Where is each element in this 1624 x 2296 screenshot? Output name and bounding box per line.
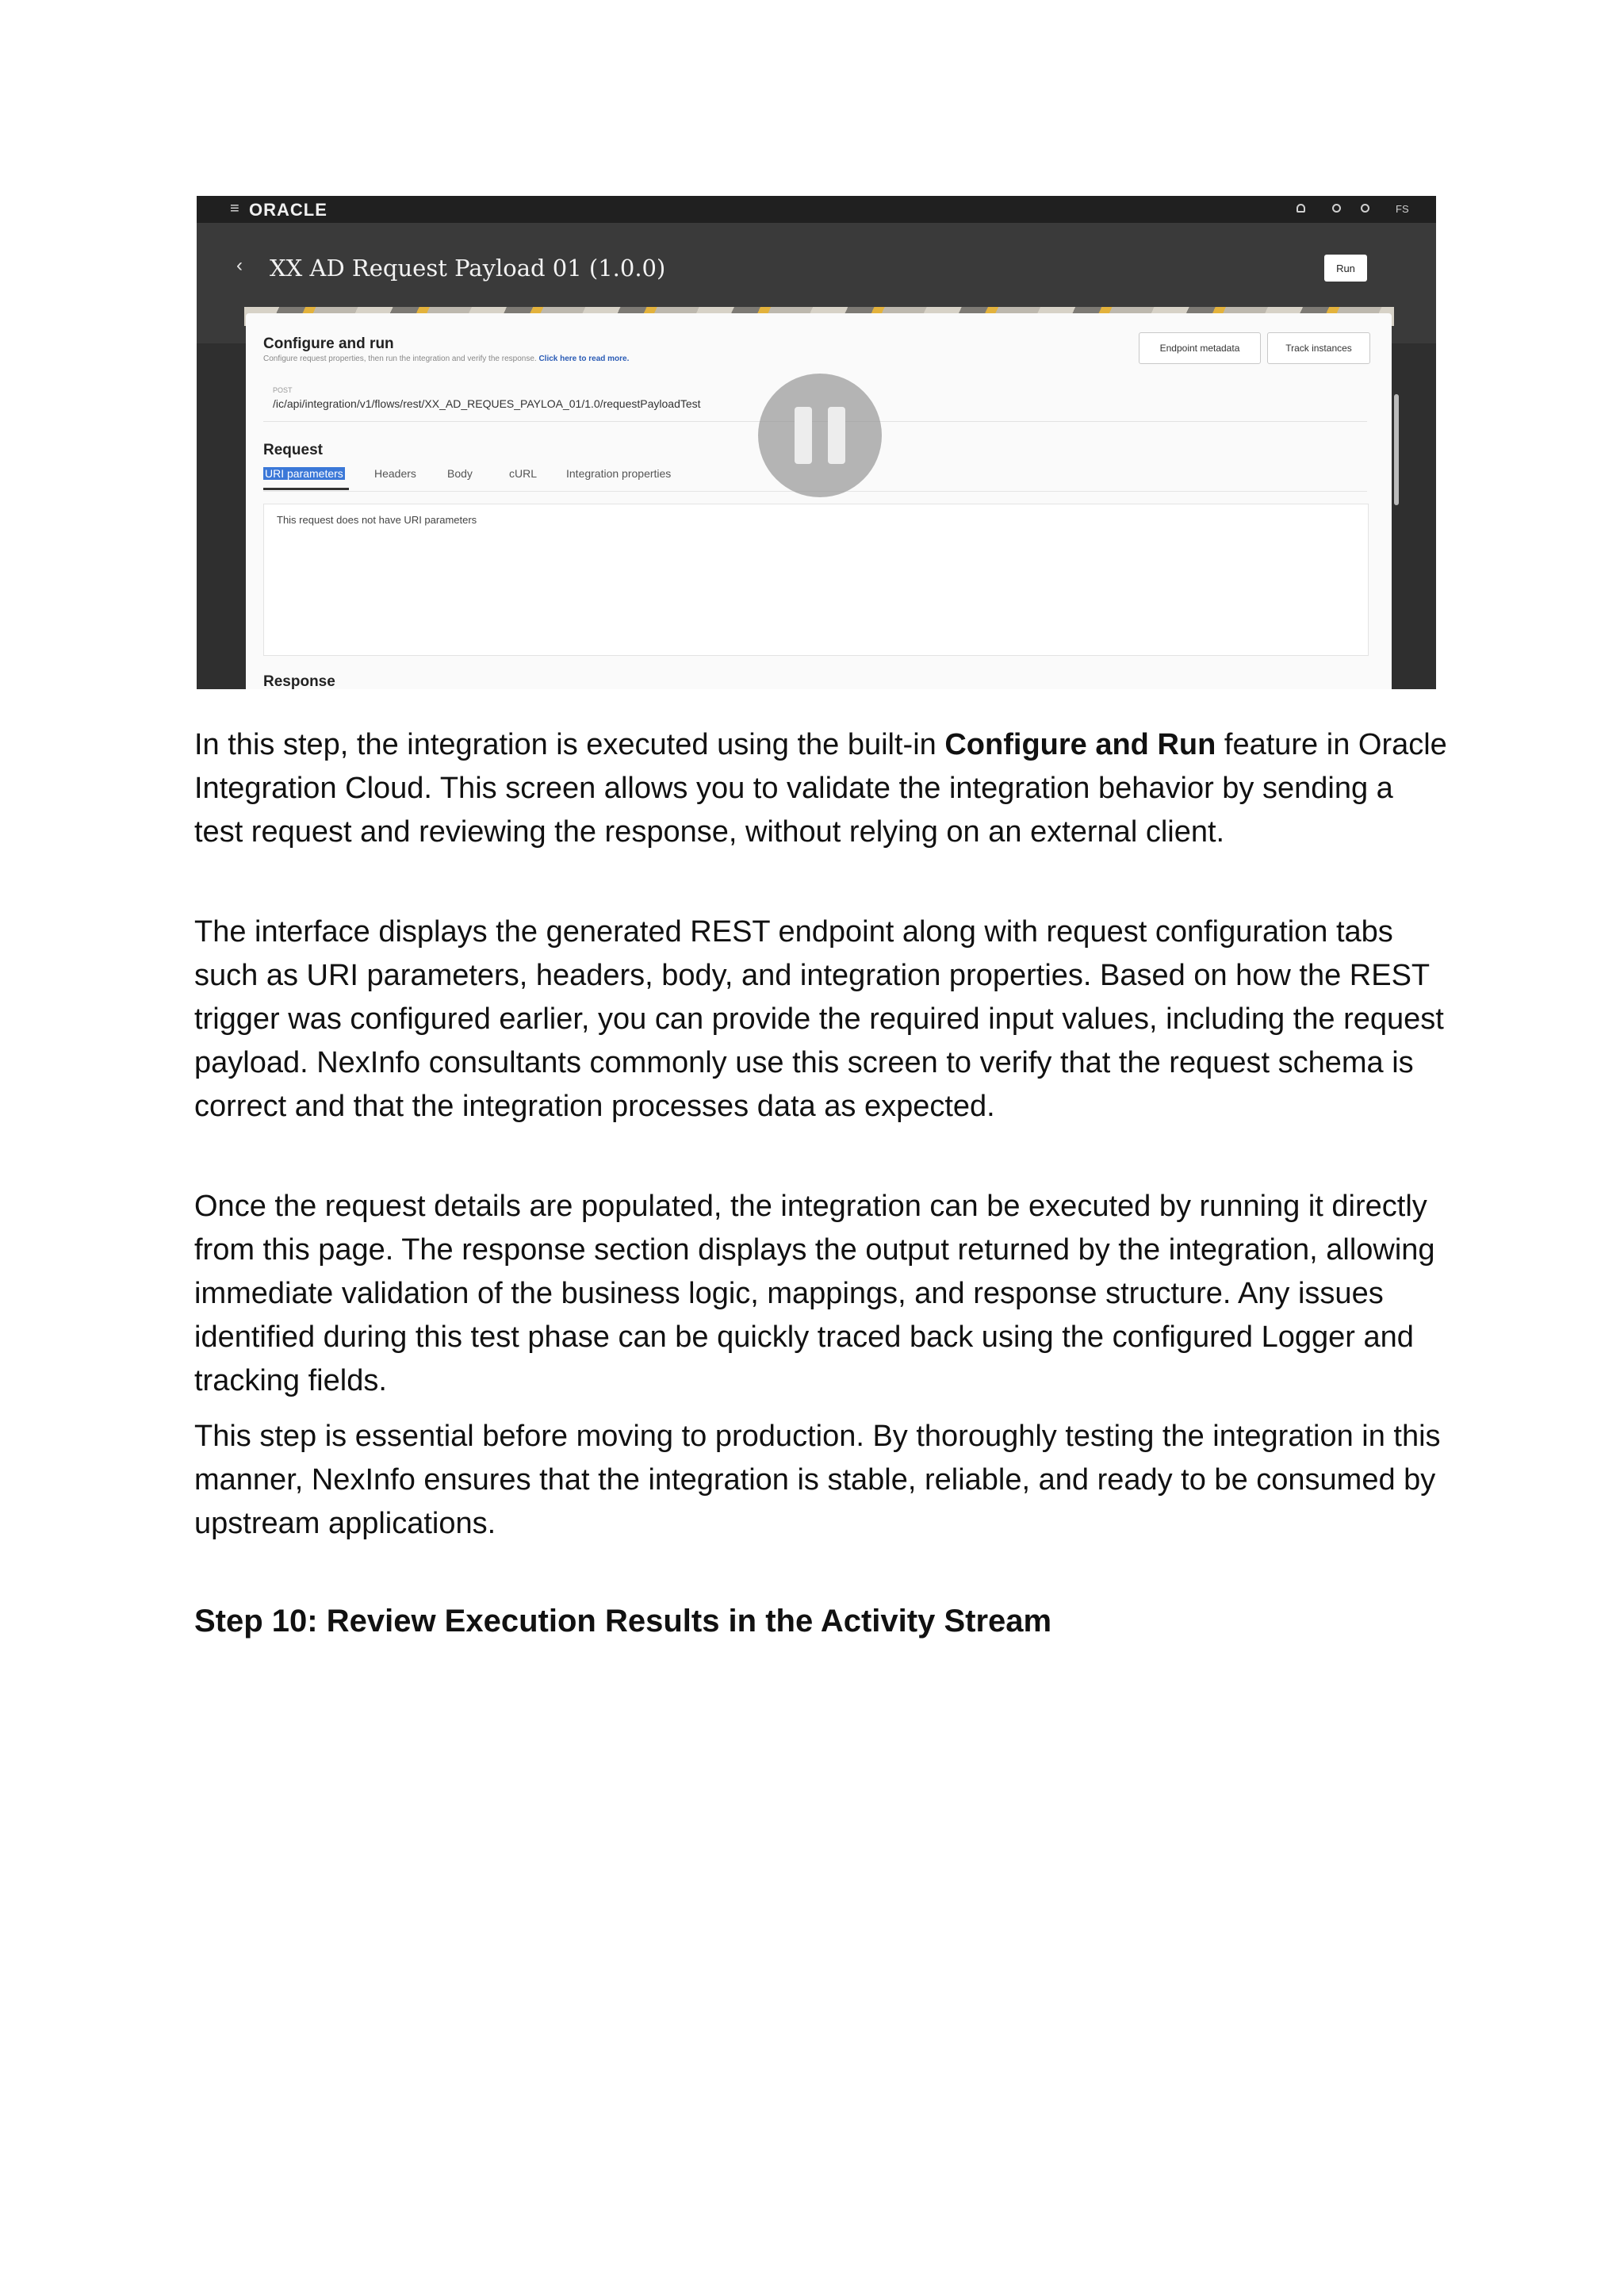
run-button[interactable]: Run xyxy=(1324,255,1367,282)
paragraph-production: This step is essential before moving to production. By thoroughly testing the integration in this manner, NexInfo ensures that the integration is stable, reliable, and ready to be consumed by upstream applications. xyxy=(194,1420,1441,1540)
panel-subtitle xyxy=(263,355,629,363)
tab-curl[interactable]: cURL xyxy=(509,467,538,480)
paragraph-execution: Once the request details are populated, the integration can be executed by running it directly from this page. The response section displays the output returned by the integration, allowing immediate validation of the business logic, mappings, and response structure. Any issues identified during this test phase can be quickly traced back using the configured Logger and tracking fields. xyxy=(194,1190,1435,1397)
scrollbar[interactable] xyxy=(1394,394,1399,505)
chevron-left-icon[interactable]: ‹ xyxy=(236,255,243,276)
response-heading: Response xyxy=(263,673,335,689)
endpoint-metadata-button[interactable]: Endpoint metadata xyxy=(1139,332,1261,364)
tab-headers[interactable]: Headers xyxy=(374,467,416,480)
learn-more-link[interactable]: Click here to read more. xyxy=(538,355,630,363)
history-icon[interactable] xyxy=(1332,204,1341,213)
user-avatar[interactable]: FS xyxy=(1396,203,1409,215)
bold-term: Configure and Run xyxy=(944,728,1216,761)
request-heading: Request xyxy=(263,442,323,458)
paragraph-text: feature in Oracle Integration Cloud. This screen allows you to validate the integration behavior by sending a test request and reviewing the response, without relying on an external client. xyxy=(194,728,1447,849)
configure-run-panel xyxy=(246,313,1392,689)
active-tab-indicator xyxy=(263,488,349,490)
step-heading: Step 10: Review Execution Results in the Activity Stream xyxy=(194,1604,1052,1639)
tab-integration-properties[interactable]: Integration properties xyxy=(566,467,672,480)
endpoint-url: /ic/api/integration/v1/flows/rest/XX_AD_REQUES_PAYLOA_01/1.0/requestPayloadTest xyxy=(273,397,701,410)
tab-body[interactable]: Body xyxy=(447,467,473,480)
hamburger-menu-icon[interactable]: ≡ xyxy=(230,200,239,217)
pause-bar xyxy=(828,407,845,464)
oracle-top-bar xyxy=(197,196,1436,223)
http-method-label: POST xyxy=(273,386,293,394)
panel-heading: Configure and run xyxy=(263,335,394,352)
track-instances-button[interactable]: Track instances xyxy=(1267,332,1370,364)
pause-icon[interactable] xyxy=(758,374,882,497)
paragraph-interface: The interface displays the generated REST endpoint along with request configuration tabs such as URI parameters, headers, body, and integration properties. Based on how the REST trigger was configured earlier, you can provide the required input values, including the request payload. NexInfo consultants commonly use this screen to verify that the request schema is correct and that the integration processes data as expected. xyxy=(194,915,1444,1123)
oic-configure-run-screenshot xyxy=(197,196,1436,689)
panel-subtitle-text: Configure request properties, then run the integration and verify the response. xyxy=(263,355,537,363)
bell-icon[interactable] xyxy=(1297,204,1305,213)
no-parameters-message: This request does not have URI parameters xyxy=(277,514,477,526)
oracle-logo: ORACLE xyxy=(249,200,327,220)
paragraph-configure-run xyxy=(194,723,1447,854)
pause-bar xyxy=(795,407,812,464)
help-icon[interactable] xyxy=(1361,204,1369,213)
page-title: XX AD Request Payload 01 (1.0.0) xyxy=(270,255,666,282)
uri-parameters-box xyxy=(263,504,1369,656)
paragraph-text: In this step, the integration is executed using the built-in xyxy=(194,728,945,761)
tab-uri-parameters[interactable]: URI parameters xyxy=(265,467,343,480)
